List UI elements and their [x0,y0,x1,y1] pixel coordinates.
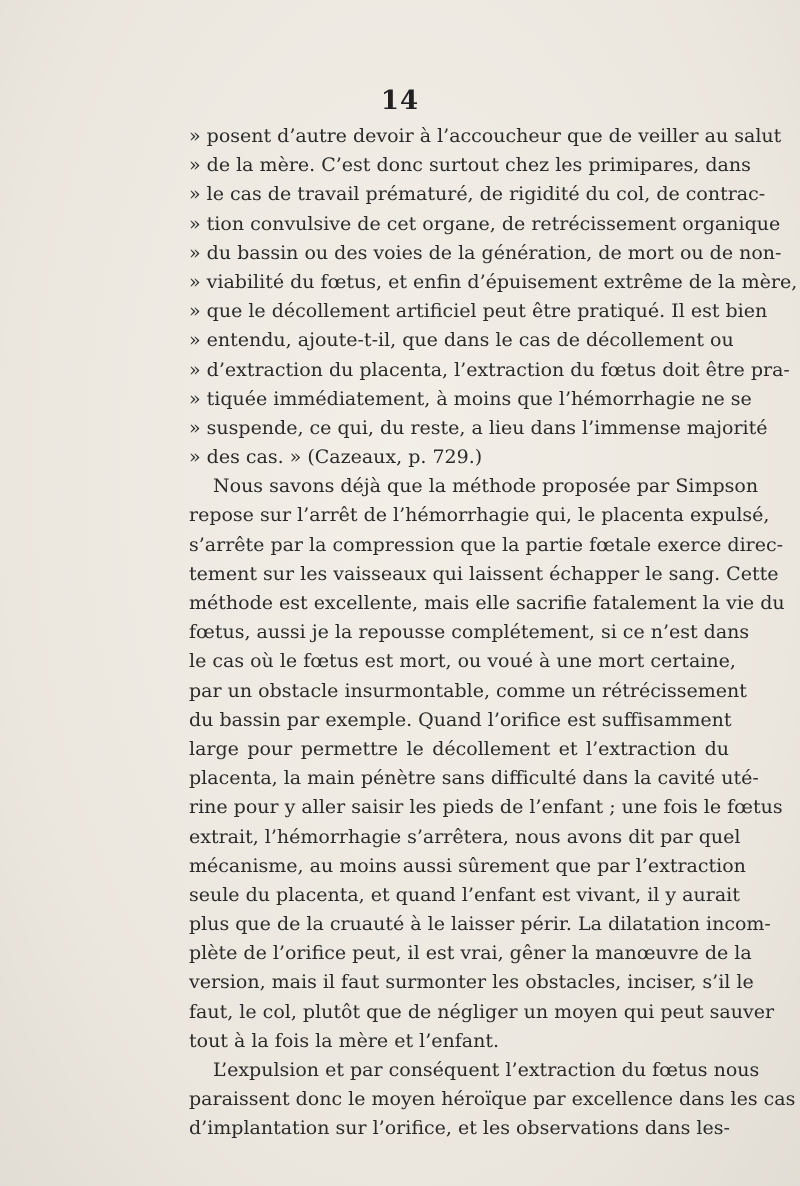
text-line: paraissent donc le moyen héroïque par excellence dans les cas [189,1088,796,1111]
text-line: L’expulsion et par conséquent l’extraction du fœtus nous [213,1059,760,1081]
text-line: tout à la fois la mère et l’enfant. [189,1029,499,1052]
text-line: Nous savons déjà que la méthode proposée par Simpson [213,475,759,498]
text-line: » entendu, ajoute-t-il, que dans le cas de décollement ou [189,329,734,352]
text-line: » tiquée immédiatement, à moins que l’hémorrhagie ne se [189,387,752,410]
page-number: 14 [380,86,420,116]
text-line: version, mais il faut surmonter les obstacles, inciser, s’il le [189,971,754,994]
text-line: large pour permettre le décollement et l’extraction du [189,737,729,760]
text-line: » de la mère. C’est donc surtout chez les primipares, dans [189,154,751,177]
text-line: » d’extraction du placenta, l’extraction du fœtus doit être pra- [189,358,790,381]
text-line: par un obstacle insurmontable, comme un rétrécissement [189,679,747,702]
body-text [189,122,798,1144]
text-line: faut, le col, plutôt que de négliger un moyen qui peut sauver [189,1000,775,1023]
text-line: fœtus, aussi je la repousse complétement, si ce n’est dans [189,621,750,644]
text-line: » viabilité du fœtus, et enfin d’épuisement extrême de la mère, [189,270,798,293]
text-line: d’implantation sur l’orifice, et les observations dans les- [189,1117,730,1140]
text-line: » suspende, ce qui, du reste, a lieu dans l’immense majorité [189,416,768,439]
text-line: le cas où le fœtus est mort, ou voué à une mort certaine, [189,650,736,673]
text-line: placenta, la main pénètre sans difficulté dans la cavité uté- [189,767,759,790]
text-line: mécanisme, au moins aussi sûrement que par l’extraction [189,854,746,877]
text-line: repose sur l’arrêt de l’hémorrhagie qui, le placenta expulsé, [189,504,770,527]
text-line: tement sur les vaisseaux qui laissent échapper le sang. Cette [189,562,779,585]
text-line: seule du placenta, et quand l’enfant est vivant, il y aurait [189,883,740,906]
text-line: » posent d’autre devoir à l’accoucheur que de veiller au salut [189,125,782,147]
text-line: » que le décollement artificiel peut être pratiqué. Il est bien [189,300,768,323]
text-line: » le cas de travail prématuré, de rigidité du col, de contrac- [189,183,766,206]
text-line: plus que de la cruauté à le laisser périr. La dilatation incom- [189,913,771,936]
text-line: extrait, l’hémorrhagie s’arrêtera, nous avons dit par quel [189,825,741,848]
text-line: méthode est excellente, mais elle sacrifie fatalement la vie du [189,592,785,614]
text-line: » des cas. » (Cazeaux, p. 729.) [189,446,483,469]
text-line: » du bassin ou des voies de la génération, de mort ou de non- [189,241,782,264]
text-line: du bassin par exemple. Quand l’orifice est suffisamment [189,708,732,731]
text-line: s’arrête par la compression que la partie fœtale exerce direc- [189,533,784,556]
text-line: » tion convulsive de cet organe, de retrécissement organique [189,212,781,235]
text-line: plète de l’orifice peut, il est vrai, gêner la manœuvre de la [189,942,752,965]
text-line: rine pour y aller saisir les pieds de l’enfant ; une fois le fœtus [189,796,783,819]
